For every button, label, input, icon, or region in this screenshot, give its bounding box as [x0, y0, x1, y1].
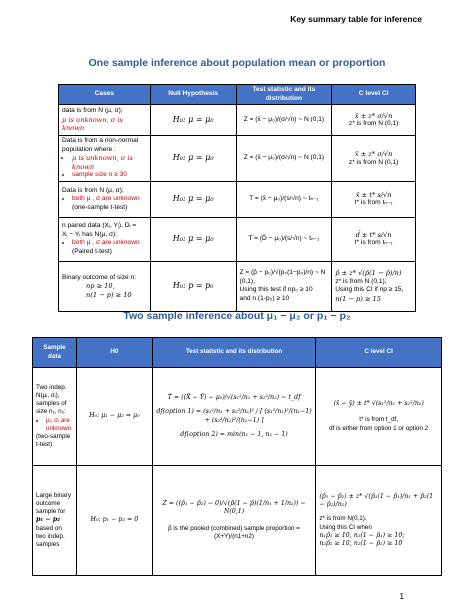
table-row [33, 466, 442, 576]
test-stat-cell [152, 368, 316, 466]
ci-note: t* is from tₙ₋₁ [354, 239, 393, 247]
case-cell [33, 368, 77, 466]
case-cell [59, 181, 151, 217]
df-option2-formula: df(option 2) = min(n₁ − 1, n₂ − 1) [180, 430, 288, 438]
table-header-row [59, 85, 416, 105]
test-stat-note: p̂ is the pooled (combined) sample proportion = (X+Y)/(n1+n2) [168, 524, 300, 540]
section2-title: Two sample inference about μ₁ − μ₂ or p₁ − p₂ [123, 310, 351, 322]
case-cell [59, 105, 151, 136]
case-line: n paired data (Xᵢ, Yᵢ), Dᵢ = [62, 222, 137, 230]
column-header: C level CI [316, 338, 442, 368]
ci-note: z* is from N (0,1) [348, 158, 399, 166]
table-row [59, 105, 416, 136]
section1-title: One sample inference about population mean or proportion [88, 57, 386, 69]
ci-formula: (x̄ − ȳ) ± t* √(s₁²/n₁ + s₂²/n₂) [333, 400, 424, 408]
column-header: Sample data [33, 338, 77, 368]
column-header: C level CI [332, 85, 416, 105]
case-line: Binary outcome of size n: [62, 273, 137, 281]
case-bullet: • both μ , σ are unknown [72, 195, 147, 204]
ci-formula: x̄ ± t* s/√n [355, 190, 392, 199]
ci-formula: d̄ ± t* s/√n [355, 230, 392, 239]
test-stat-cell [152, 466, 316, 576]
ci-cell [332, 136, 416, 182]
ci-note: t* is from tₙ₋₁ [354, 199, 393, 207]
null-hypothesis-cell: H₀: μ = μ₀ [150, 136, 236, 182]
case-cell [59, 261, 151, 311]
ci-cell [332, 181, 416, 217]
case-line: samples [36, 540, 60, 548]
case-line: population where : [62, 145, 116, 153]
table-row [59, 181, 416, 217]
case-line: Data is from N (μ, σ); [62, 186, 124, 194]
case-line: size n₁, n₂: [36, 408, 66, 416]
case-note: (Paired t-test) [72, 248, 112, 255]
ci-cell [332, 217, 416, 261]
ci-cell [332, 261, 416, 311]
ci-note: z* is from N(0,1). [319, 515, 367, 523]
table-row [33, 368, 442, 466]
df-option1-formula: df(option 1) = (s₁²/n₁ + s₂²/n₂)² / [ (s₁²/n₁)²/(n₁−1) + (s₂²/n₂)²/(n₂−1) ] [156, 408, 312, 424]
header-title: Key summary table for inference [290, 14, 422, 24]
ci-cell [316, 466, 442, 576]
case-line: n(1 − p) ≥ 10 [86, 290, 132, 299]
page-number: 1 [399, 592, 404, 601]
case-note: (one-sample t-test) [72, 203, 128, 211]
test-stat-cell: Z = (x̄ − μ₀)/(σ/√n) ~ N (0,1) [236, 105, 332, 136]
case-bullet: • μᵢ, σᵢ are unknown [46, 417, 73, 433]
column-header: Null Hypothesis [150, 85, 236, 105]
test-stat-cell [236, 261, 332, 311]
null-hypothesis-cell: H₀: μ = μ₀ [150, 217, 236, 261]
ci-note: n(1 − p) ≥ 15 [335, 295, 381, 303]
ci-note: z* is from N (0,1), [335, 277, 387, 285]
case-cell [59, 217, 151, 261]
table-header-row [33, 338, 442, 368]
test-stat-cell: Z = (x̄ − μ₀)/(σ/√n) ~ N (0,1) [236, 136, 332, 182]
case-line: N(μᵢ, σᵢ), [36, 391, 60, 399]
case-line: np ≥ 10, [86, 282, 115, 291]
case-bullet: • both μ , σ are unknown [72, 239, 147, 248]
case-note: (two-sample t-test) [36, 432, 71, 449]
case-line: Data is from a non-normal [62, 137, 139, 145]
ci-note: n₂p̂₂ ≥ 10, n₂(1 − p̂₂) ≥ 10 [319, 539, 403, 547]
case-line: data is from N (μ, σ); [62, 107, 123, 115]
table-row [59, 136, 416, 182]
test-stat-formula: Z = (p̂ − p₀)/√(p₀(1−p₀)/n) ~ N (0,1), [239, 269, 326, 285]
case-line: based on [36, 524, 62, 532]
test-stat-note: and n (1-p₀) ≥ 10 [239, 295, 290, 302]
case-line: sample for [36, 508, 66, 516]
ci-note: df is either from option 1 or option 2 [329, 424, 429, 432]
column-header: Test statistic and its distribution [236, 85, 332, 105]
table-row [59, 217, 416, 261]
case-cell [59, 136, 151, 182]
ci-cell [316, 368, 442, 466]
one-sample-table [58, 84, 416, 312]
test-stat-cell: T = (x̄ − μ₀)/(s/√n) ~ tₙ₋₁ [236, 181, 332, 217]
ci-note: z* is from N (0,1) [348, 120, 399, 128]
test-stat-cell: T = (D̄ − μ₀)/(s/√n) ~ tₙ₋₁ [236, 217, 332, 261]
case-line: outcome [36, 500, 61, 508]
test-stat-formula: Z = ((p̂₁ − p̂₂) − 0)/√(p̂(1 − p̂)(1/n₁ + 1/n₂)) ~ N(0,1) [162, 500, 306, 516]
null-hypothesis-cell: H₀: μ = μ₀ [150, 105, 236, 136]
case-line: samples of [36, 400, 67, 408]
null-hypothesis-cell: H₀: μ₁ − μ₂ = μ₀ [76, 368, 152, 466]
case-line: Large binary [36, 491, 72, 499]
ci-note: Using this CI if np ≥ 15, [335, 286, 404, 294]
case-cell [33, 466, 77, 576]
test-stat-formula: T̂ = ((X̄ − Ȳ) − μ₀)/√(s₁²/n₁ + s₂²/n₂) ~ t_df [167, 394, 301, 402]
case-bullet: • sample size n ≥ 30 [72, 171, 147, 180]
ci-note: t* is from t_df, [359, 416, 399, 424]
ci-formula: x̄ ± z* σ/√n [354, 111, 393, 120]
column-header: H0 [76, 338, 152, 368]
table-row [59, 261, 416, 311]
null-hypothesis-cell: H₀: p₁ − p₂ = 0 [76, 466, 152, 576]
ci-formula: p̂ ± z* √(p̂(1 − p̂)/n) [335, 269, 402, 278]
case-line: Two indep. [36, 383, 67, 391]
test-stat-note: Using this test if np₀ ≥ 10 [239, 286, 313, 294]
case-line: two indep. [36, 532, 65, 540]
case-line: Xᵢ − Yᵢ has N(μ, σ): [62, 230, 118, 238]
case-line: p₁ − p₂ [36, 516, 60, 524]
null-hypothesis-cell: H₀: p = p₀ [150, 261, 236, 311]
case-line: μ is unknown, σ is known [62, 115, 123, 133]
null-hypothesis-cell: H₀: μ = μ₀ [150, 181, 236, 217]
ci-formula: x̄ ± z* σ/√n [354, 149, 393, 158]
ci-cell [332, 105, 416, 136]
ci-note: n₁p̂₁ ≥ 10, n₁(1 − p̂₁) ≥ 10; [319, 531, 405, 539]
column-header: Cases [59, 85, 151, 105]
two-sample-table [32, 337, 442, 576]
case-bullet: • μ is unknown, σ is known [72, 154, 147, 171]
column-header: Test statistic and its distribution [152, 338, 316, 368]
ci-note: Using this CI when [319, 523, 372, 531]
ci-formula: (p̂₁ − p̂₂) ± z* √(p̂₁(1 − p̂₁)/n₁ + p̂₂(1 − p̂₂)/n₂) [319, 492, 434, 509]
